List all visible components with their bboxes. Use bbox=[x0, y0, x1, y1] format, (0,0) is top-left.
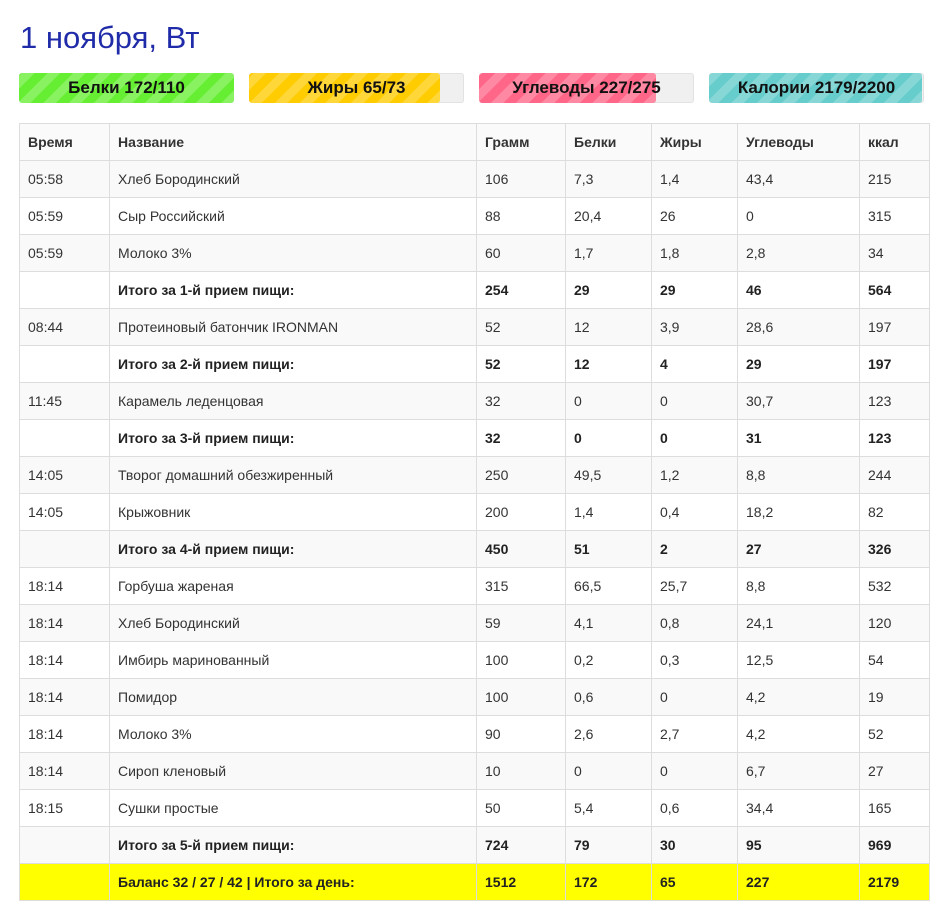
table-row bbox=[20, 309, 930, 346]
cell-carbs: 27 bbox=[738, 531, 860, 568]
table-row bbox=[20, 457, 930, 494]
cell-kcal: 52 bbox=[860, 716, 930, 753]
cell-fat: 4 bbox=[652, 346, 738, 383]
table-row bbox=[20, 494, 930, 531]
cell-time: 14:05 bbox=[20, 494, 110, 531]
cell-name: Итого за 5-й прием пищи: bbox=[110, 827, 477, 864]
cell-protein: 0,2 bbox=[566, 642, 652, 679]
cell-time: 18:14 bbox=[20, 568, 110, 605]
cell-fat: 0 bbox=[652, 383, 738, 420]
cell-grams: 100 bbox=[477, 679, 566, 716]
table-row bbox=[20, 716, 930, 753]
cell-carbs: 30,7 bbox=[738, 383, 860, 420]
cell-grams: 32 bbox=[477, 383, 566, 420]
table-row bbox=[20, 235, 930, 272]
page-title: 1 ноября, Вт bbox=[20, 20, 200, 55]
cell-grams: 1512 bbox=[477, 864, 566, 901]
cell-grams: 90 bbox=[477, 716, 566, 753]
cell-fat: 0 bbox=[652, 420, 738, 457]
cell-time: 14:05 bbox=[20, 457, 110, 494]
cell-time bbox=[20, 420, 110, 457]
cell-name: Карамель леденцовая bbox=[110, 383, 477, 420]
cell-fat: 2 bbox=[652, 531, 738, 568]
cell-grams: 10 bbox=[477, 753, 566, 790]
cell-time: 05:59 bbox=[20, 198, 110, 235]
cell-fat: 25,7 bbox=[652, 568, 738, 605]
cell-fat: 1,4 bbox=[652, 161, 738, 198]
cell-kcal: 19 bbox=[860, 679, 930, 716]
cell-carbs: 18,2 bbox=[738, 494, 860, 531]
meal-total-row bbox=[20, 272, 930, 309]
cell-protein: 12 bbox=[566, 346, 652, 383]
cell-carbs: 29 bbox=[738, 346, 860, 383]
cell-time: 05:58 bbox=[20, 161, 110, 198]
column-header-protein: Белки bbox=[566, 124, 652, 161]
cell-fat: 1,2 bbox=[652, 457, 738, 494]
table-body bbox=[20, 161, 930, 901]
fat-progress-bar bbox=[249, 73, 464, 103]
cell-carbs: 4,2 bbox=[738, 679, 860, 716]
cell-fat: 2,7 bbox=[652, 716, 738, 753]
protein-progress-label: Белки 172/110 bbox=[68, 78, 185, 97]
cell-grams: 450 bbox=[477, 531, 566, 568]
cell-kcal: 326 bbox=[860, 531, 930, 568]
cell-carbs: 12,5 bbox=[738, 642, 860, 679]
cell-carbs: 28,6 bbox=[738, 309, 860, 346]
cell-grams: 52 bbox=[477, 346, 566, 383]
column-header-kcal: ккал bbox=[860, 124, 930, 161]
cell-time: 18:14 bbox=[20, 642, 110, 679]
column-header-grams: Грамм bbox=[477, 124, 566, 161]
cell-time: 18:14 bbox=[20, 605, 110, 642]
cell-time: 08:44 bbox=[20, 309, 110, 346]
cell-carbs: 6,7 bbox=[738, 753, 860, 790]
cell-protein: 7,3 bbox=[566, 161, 652, 198]
cell-grams: 88 bbox=[477, 198, 566, 235]
cell-grams: 724 bbox=[477, 827, 566, 864]
cell-kcal: 165 bbox=[860, 790, 930, 827]
table-row bbox=[20, 568, 930, 605]
day-total-row bbox=[20, 864, 930, 901]
cell-grams: 59 bbox=[477, 605, 566, 642]
cell-kcal: 27 bbox=[860, 753, 930, 790]
cell-grams: 100 bbox=[477, 642, 566, 679]
cell-fat: 29 bbox=[652, 272, 738, 309]
cell-kcal: 315 bbox=[860, 198, 930, 235]
table-row bbox=[20, 198, 930, 235]
cell-protein: 0 bbox=[566, 383, 652, 420]
cell-protein: 0 bbox=[566, 420, 652, 457]
cell-kcal: 969 bbox=[860, 827, 930, 864]
cell-carbs: 34,4 bbox=[738, 790, 860, 827]
table-row bbox=[20, 790, 930, 827]
meal-total-row bbox=[20, 420, 930, 457]
cell-protein: 4,1 bbox=[566, 605, 652, 642]
cell-name: Имбирь маринованный bbox=[110, 642, 477, 679]
cell-protein: 66,5 bbox=[566, 568, 652, 605]
cell-kcal: 120 bbox=[860, 605, 930, 642]
cell-time: 18:15 bbox=[20, 790, 110, 827]
cell-protein: 1,7 bbox=[566, 235, 652, 272]
cell-protein: 172 bbox=[566, 864, 652, 901]
cell-carbs: 43,4 bbox=[738, 161, 860, 198]
cell-name: Горбуша жареная bbox=[110, 568, 477, 605]
food-diary-table bbox=[19, 123, 930, 901]
cell-time bbox=[20, 272, 110, 309]
cell-fat: 0 bbox=[652, 679, 738, 716]
cell-grams: 106 bbox=[477, 161, 566, 198]
cell-time: 11:45 bbox=[20, 383, 110, 420]
cell-protein: 5,4 bbox=[566, 790, 652, 827]
cell-grams: 60 bbox=[477, 235, 566, 272]
cell-kcal: 244 bbox=[860, 457, 930, 494]
fat-progress-label: Жиры 65/73 bbox=[307, 78, 406, 97]
header-row bbox=[20, 124, 930, 161]
protein-progress-bar bbox=[19, 73, 234, 103]
cell-time bbox=[20, 531, 110, 568]
cell-name: Хлеб Бородинский bbox=[110, 161, 477, 198]
column-header-name: Название bbox=[110, 124, 477, 161]
cell-name: Баланс 32 / 27 / 42 | Итого за день: bbox=[110, 864, 477, 901]
cell-kcal: 215 bbox=[860, 161, 930, 198]
cell-grams: 52 bbox=[477, 309, 566, 346]
column-header-fat: Жиры bbox=[652, 124, 738, 161]
cell-protein: 12 bbox=[566, 309, 652, 346]
cell-carbs: 8,8 bbox=[738, 568, 860, 605]
table-header bbox=[20, 124, 930, 161]
cell-name: Сыр Российский bbox=[110, 198, 477, 235]
table-row bbox=[20, 679, 930, 716]
cell-kcal: 2179 bbox=[860, 864, 930, 901]
cell-kcal: 123 bbox=[860, 383, 930, 420]
cell-carbs: 8,8 bbox=[738, 457, 860, 494]
cell-time: 18:14 bbox=[20, 753, 110, 790]
cell-fat: 3,9 bbox=[652, 309, 738, 346]
cell-name: Молоко 3% bbox=[110, 235, 477, 272]
cell-grams: 315 bbox=[477, 568, 566, 605]
cell-protein: 2,6 bbox=[566, 716, 652, 753]
cell-protein: 0,6 bbox=[566, 679, 652, 716]
cell-carbs: 31 bbox=[738, 420, 860, 457]
cell-kcal: 532 bbox=[860, 568, 930, 605]
meal-total-row bbox=[20, 346, 930, 383]
cell-grams: 250 bbox=[477, 457, 566, 494]
cell-grams: 50 bbox=[477, 790, 566, 827]
calories-progress-label: Калории 2179/2200 bbox=[737, 78, 896, 97]
cell-protein: 49,5 bbox=[566, 457, 652, 494]
cell-protein: 51 bbox=[566, 531, 652, 568]
cell-name: Сироп кленовый bbox=[110, 753, 477, 790]
cell-time bbox=[20, 827, 110, 864]
cell-carbs: 95 bbox=[738, 827, 860, 864]
table-row bbox=[20, 605, 930, 642]
cell-kcal: 564 bbox=[860, 272, 930, 309]
cell-grams: 200 bbox=[477, 494, 566, 531]
cell-kcal: 82 bbox=[860, 494, 930, 531]
cell-fat: 30 bbox=[652, 827, 738, 864]
cell-carbs: 2,8 bbox=[738, 235, 860, 272]
cell-kcal: 34 bbox=[860, 235, 930, 272]
cell-fat: 65 bbox=[652, 864, 738, 901]
carbs-progress-bar bbox=[479, 73, 694, 103]
cell-grams: 254 bbox=[477, 272, 566, 309]
cell-carbs: 46 bbox=[738, 272, 860, 309]
cell-name: Крыжовник bbox=[110, 494, 477, 531]
cell-grams: 32 bbox=[477, 420, 566, 457]
cell-name: Хлеб Бородинский bbox=[110, 605, 477, 642]
cell-protein: 29 bbox=[566, 272, 652, 309]
cell-fat: 1,8 bbox=[652, 235, 738, 272]
table-row bbox=[20, 753, 930, 790]
cell-carbs: 0 bbox=[738, 198, 860, 235]
cell-protein: 79 bbox=[566, 827, 652, 864]
table-row bbox=[20, 161, 930, 198]
cell-protein: 0 bbox=[566, 753, 652, 790]
cell-time: 18:14 bbox=[20, 679, 110, 716]
cell-fat: 0,4 bbox=[652, 494, 738, 531]
carbs-progress-label: Углеводы 227/275 bbox=[512, 78, 661, 97]
cell-time bbox=[20, 864, 110, 901]
cell-name: Итого за 2-й прием пищи: bbox=[110, 346, 477, 383]
cell-fat: 0,6 bbox=[652, 790, 738, 827]
cell-kcal: 123 bbox=[860, 420, 930, 457]
meal-total-row bbox=[20, 827, 930, 864]
table-row bbox=[20, 642, 930, 679]
cell-time: 05:59 bbox=[20, 235, 110, 272]
cell-kcal: 197 bbox=[860, 309, 930, 346]
cell-protein: 20,4 bbox=[566, 198, 652, 235]
column-header-carbs: Углеводы bbox=[738, 124, 860, 161]
column-header-time: Время bbox=[20, 124, 110, 161]
cell-name: Сушки простые bbox=[110, 790, 477, 827]
meal-total-row bbox=[20, 531, 930, 568]
cell-fat: 26 bbox=[652, 198, 738, 235]
cell-name: Итого за 4-й прием пищи: bbox=[110, 531, 477, 568]
cell-name: Итого за 1-й прием пищи: bbox=[110, 272, 477, 309]
table-row bbox=[20, 383, 930, 420]
cell-kcal: 54 bbox=[860, 642, 930, 679]
cell-carbs: 4,2 bbox=[738, 716, 860, 753]
macro-progress-bars bbox=[19, 73, 930, 103]
cell-name: Творог домашний обезжиренный bbox=[110, 457, 477, 494]
cell-carbs: 24,1 bbox=[738, 605, 860, 642]
cell-protein: 1,4 bbox=[566, 494, 652, 531]
cell-time: 18:14 bbox=[20, 716, 110, 753]
cell-name: Помидор bbox=[110, 679, 477, 716]
cell-fat: 0,8 bbox=[652, 605, 738, 642]
cell-name: Молоко 3% bbox=[110, 716, 477, 753]
cell-fat: 0,3 bbox=[652, 642, 738, 679]
cell-fat: 0 bbox=[652, 753, 738, 790]
cell-carbs: 227 bbox=[738, 864, 860, 901]
cell-time bbox=[20, 346, 110, 383]
cell-name: Итого за 3-й прием пищи: bbox=[110, 420, 477, 457]
cell-name: Протеиновый батончик IRONMAN bbox=[110, 309, 477, 346]
calories-progress-bar bbox=[709, 73, 924, 103]
cell-kcal: 197 bbox=[860, 346, 930, 383]
